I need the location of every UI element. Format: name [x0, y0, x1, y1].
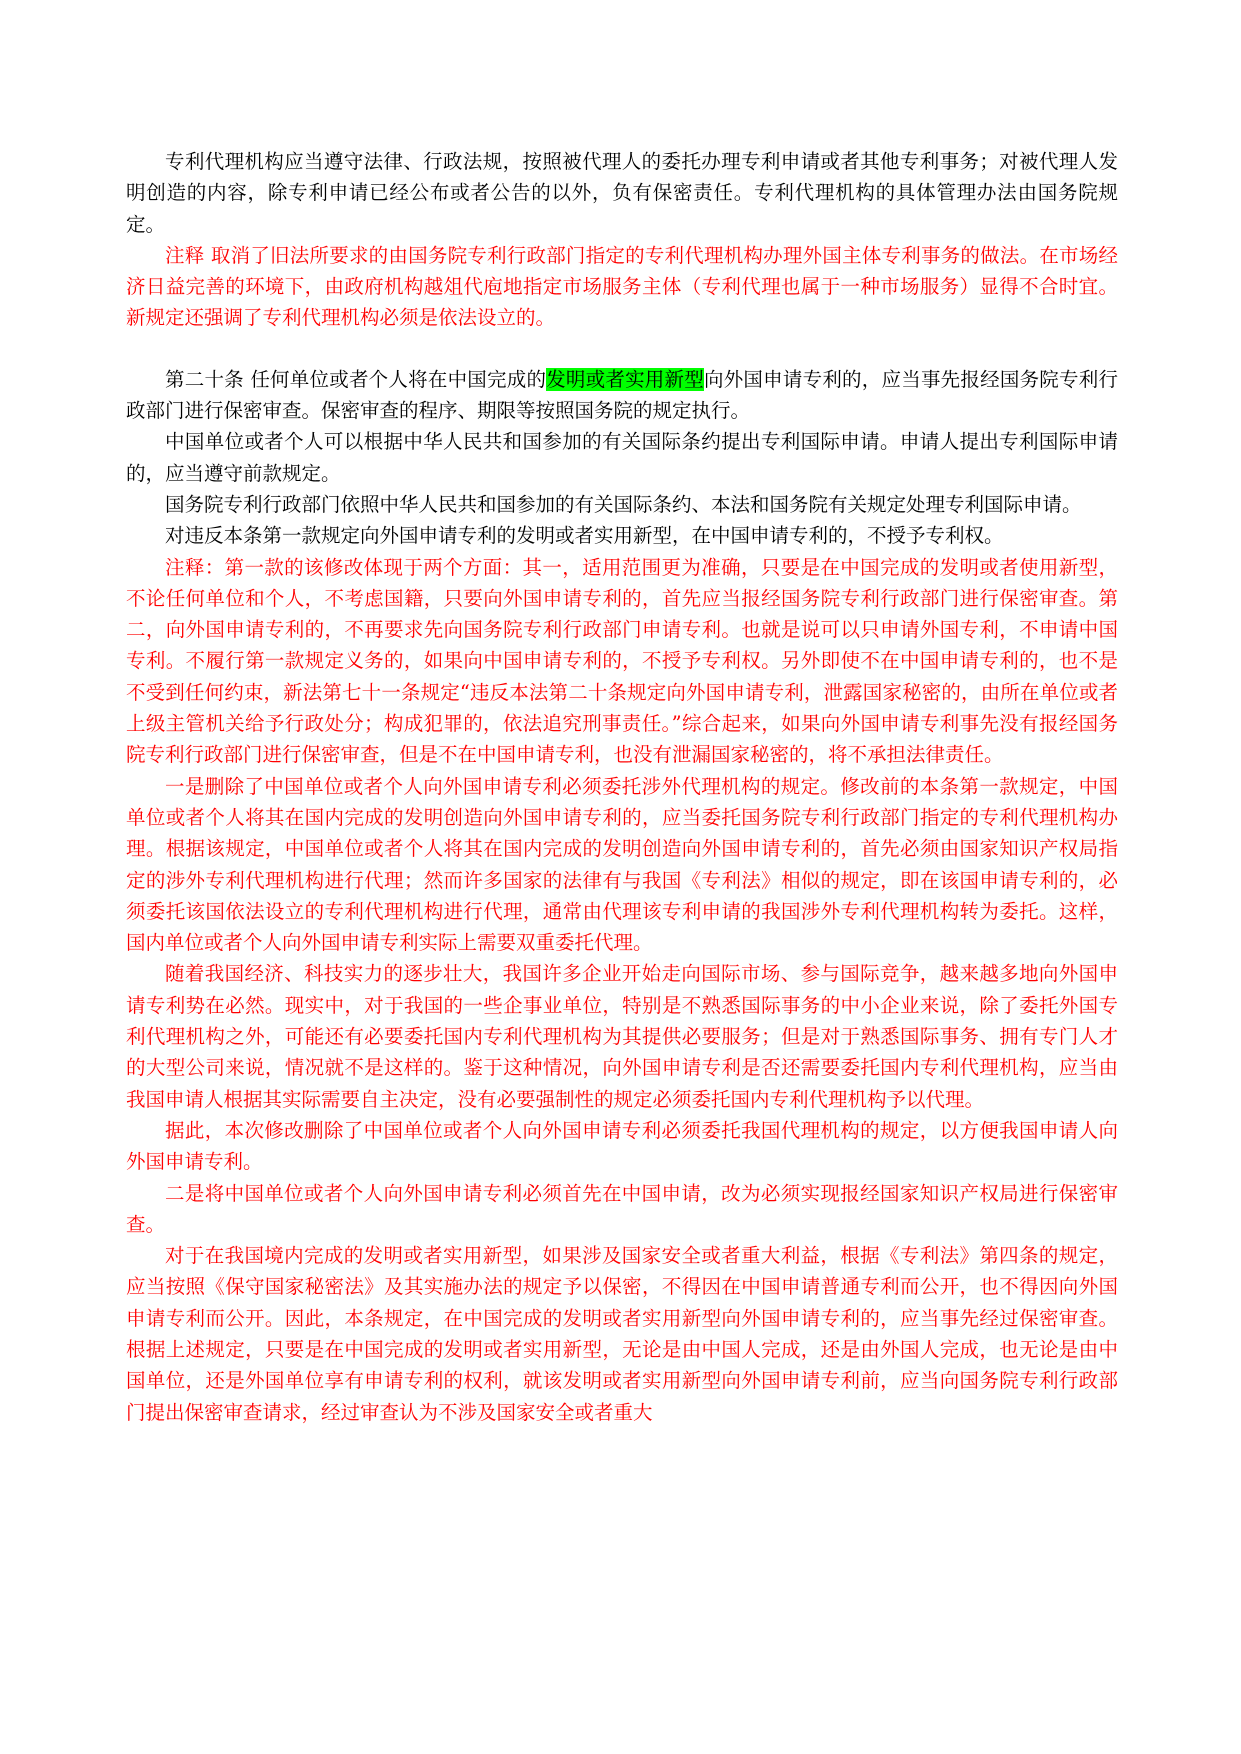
article-20-paragraph: [126, 364, 1118, 427]
document-page: [126, 146, 1118, 1428]
paragraph-state-council-handling: 国务院专利行政部门依照中华人民共和国参加的有关国际条约、本法和国务院有关规定处理专利国际申请。: [165, 492, 1082, 516]
paragraph-international-application: 中国单位或者个人可以根据中华人民共和国参加的有关国际条约提出专利国际申请。申请人提出专利国际申请的，应当遵守前款规定。: [126, 430, 1118, 485]
note-accordingly: 据此，本次修改删除了中国单位或者个人向外国申请专利必须委托我国代理机构的规定，以方便我国申请人向外国申请专利。: [126, 1118, 1118, 1174]
note-economic-growth: 随着我国经济、科技实力的逐步壮大，我国许多企业开始走向国际市场、参与国际竞争，越来越多地向外国申请专利势在必然。现实中，对于我国的一些企事业单位，特别是不熟悉国际事务的中小企业来说，除了委托外国专利代理机构之外，可能还有必要委托国内专利代理机构为其提供必要服务；但是对于熟悉国际事务、拥有专门人才的大型公司来说，情况就不是这样的。鉴于这种情况，向外国申请专利是否还需要委托国内专利代理机构，应当由我国申请人根据其实际需要自主决定，没有必要强制性的规定必须委托国内专利代理机构予以代理。: [126, 962, 1118, 1111]
paragraph-no-grant: 对违反本条第一款规定向外国申请专利的发明或者实用新型，在中国申请专利的，不授予专利权。: [165, 524, 1004, 548]
article-20-after: 向外国申请专利的，应当事先报经国务院专利行政部门进行保密审查。保密审查的程序、期限等按照国务院的规定执行。: [126, 367, 1118, 423]
note-secrecy-review: 对于在我国境内完成的发明或者实用新型，如果涉及国家安全或者重大利益，根据《专利法》第四条的规定，应当按照《保守国家秘密法》及其实施办法的规定予以保密，不得因在中国申请普通专利而公开，也不得因向外国申请专利而公开。因此，本条规定，在中国完成的发明或者实用新型向外国申请专利的，应当事先经过保密审查。根据上述规定，只要是在中国完成的发明或者实用新型，无论是由中国人完成，还是由外国人完成，也无论是由中国单位，还是外国单位享有申请专利的权利，就该发明或者实用新型向外国申请专利前，应当向国务院专利行政部门提出保密审查请求，经过审查认为不涉及国家安全或者重大: [126, 1244, 1118, 1424]
highlighted-text: 发明或者实用新型: [546, 367, 704, 391]
note-point-one: 一是删除了中国单位或者个人向外国申请专利必须委托涉外代理机构的规定。修改前的本条第一款规定，中国单位或者个人将其在国内完成的发明创造向外国申请专利的，应当委托国务院专利行政部门指定的专利代理机构办理。根据该规定，中国单位或者个人将其在国内完成的发明创造向外国申请专利的，首先必须由国家知识产权局指定的涉外专利代理机构进行代理；然而许多国家的法律有与我国《专利法》相似的规定，即在该国申请专利的，必须委托该国依法设立的专利代理机构进行代理，通常由代理该专利申请的我国涉外专利代理机构转为委托。这样，国内单位或者个人向外国申请专利实际上需要双重委托代理。: [126, 774, 1118, 955]
paragraph-agency-duty: 专利代理机构应当遵守法律、行政法规，按照被代理人的委托办理专利申请或者其他专利事务；对被代理人发明创造的内容，除专利申请已经公布或者公告的以外，负有保密责任。专利代理机构的具体管理办法由国务院规定。: [126, 150, 1118, 236]
section-gap: [126, 334, 1118, 364]
note-point-two: 二是将中国单位或者个人向外国申请专利必须首先在中国申请，改为必须实现报经国家知识产权局进行保密审查。: [126, 1181, 1118, 1236]
article-20-before: 第二十条 任何单位或者个人将在中国完成的: [165, 367, 547, 391]
note-first-clause: 注释：第一款的该修改体现于两个方面：其一，适用范围更为准确，只要是在中国完成的发明或者使用新型，不论任何单位和个人，不考虑国籍，只要向外国申请专利的，首先应当报经国务院专利行政部门进行保密审查。第二，向外国申请专利的，不再要求先向国务院专利行政部门申请专利。也就是说可以只申请外国专利，不申请中国专利。不履行第一款规定义务的，如果向中国申请专利的，不授予专利权。另外即使不在中国申请专利的，也不是不受到任何约束，新法第七十一条规定“违反本法第二十条规定向外国申请专利，泄露国家秘密的，由所在单位或者上级主管机关给予行政处分；构成犯罪的，依法追究刑事责任。”综合起来，如果向外国申请专利事先没有报经国务院专利行政部门进行保密审查，但是不在中国申请专利，也没有泄漏国家秘密的，将不承担法律责任。: [126, 555, 1118, 767]
note-agency: 注释 取消了旧法所要求的由国务院专利行政部门指定的专利代理机构办理外国主体专利事务的做法。在市场经济日益完善的环境下，由政府机构越俎代庖地指定市场服务主体（专利代理也属于一种市场服务）显得不合时宜。新规定还强调了专利代理机构必须是依法设立的。: [126, 243, 1118, 330]
